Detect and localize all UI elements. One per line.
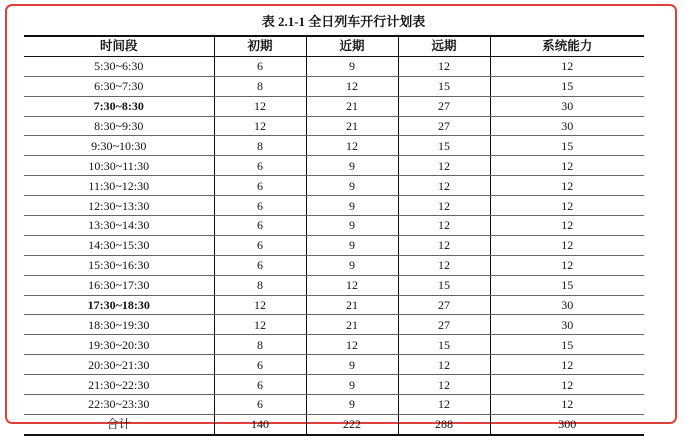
time-cell: 13:30~14:30 [24, 216, 214, 236]
initial-cell: 6 [214, 156, 306, 176]
time-cell: 10:30~11:30 [24, 156, 214, 176]
initial-cell: 12 [214, 295, 306, 315]
capacity-cell: 12 [490, 56, 644, 76]
near-term-cell: 9 [306, 375, 398, 395]
capacity-cell: 12 [490, 196, 644, 216]
near-term-cell: 9 [306, 216, 398, 236]
time-cell: 22:30~23:30 [24, 395, 214, 415]
long-term-cell: 27 [398, 315, 490, 335]
capacity-cell: 12 [490, 255, 644, 275]
long-term-cell: 12 [398, 156, 490, 176]
header-near-term: 近期 [306, 36, 398, 56]
time-cell: 7:30~8:30 [24, 96, 214, 116]
time-cell: 18:30~19:30 [24, 315, 214, 335]
table-title: 表 2.1-1 全日列车开行计划表 [261, 14, 426, 29]
initial-cell: 12 [214, 116, 306, 136]
initial-cell: 6 [214, 56, 306, 76]
table-row [24, 375, 644, 395]
total-capacity-cell: 300 [490, 414, 644, 434]
long-term-cell: 15 [398, 335, 490, 355]
time-cell: 17:30~18:30 [24, 295, 214, 315]
capacity-cell: 30 [490, 96, 644, 116]
long-term-cell: 15 [398, 136, 490, 156]
time-cell: 12:30~13:30 [24, 196, 214, 216]
time-cell: 20:30~21:30 [24, 355, 214, 375]
table-row [24, 96, 644, 116]
table-row [24, 255, 644, 275]
header-row [24, 36, 644, 56]
long-term-cell: 12 [398, 255, 490, 275]
time-cell: 15:30~16:30 [24, 255, 214, 275]
table-row [24, 275, 644, 295]
near-term-cell: 12 [306, 136, 398, 156]
train-schedule-table [24, 35, 644, 436]
near-term-cell: 21 [306, 315, 398, 335]
near-term-cell: 12 [306, 76, 398, 96]
long-term-cell: 12 [398, 56, 490, 76]
near-term-cell: 21 [306, 295, 398, 315]
table-row [24, 355, 644, 375]
capacity-cell: 12 [490, 176, 644, 196]
time-cell: 19:30~20:30 [24, 335, 214, 355]
initial-cell: 6 [214, 176, 306, 196]
initial-cell: 6 [214, 216, 306, 236]
capacity-cell: 30 [490, 295, 644, 315]
total-label: 合计 [24, 414, 214, 434]
initial-cell: 6 [214, 235, 306, 255]
table-row [24, 56, 644, 76]
table-row [24, 196, 644, 216]
capacity-cell: 12 [490, 395, 644, 415]
total-near-term-cell: 222 [306, 414, 398, 434]
capacity-cell: 12 [490, 355, 644, 375]
initial-cell: 6 [214, 395, 306, 415]
header-capacity: 系统能力 [490, 36, 644, 56]
initial-cell: 6 [214, 375, 306, 395]
time-cell: 14:30~15:30 [24, 235, 214, 255]
long-term-cell: 12 [398, 355, 490, 375]
time-cell: 11:30~12:30 [24, 176, 214, 196]
near-term-cell: 9 [306, 235, 398, 255]
long-term-cell: 12 [398, 375, 490, 395]
table-row [24, 176, 644, 196]
table-row [24, 235, 644, 255]
near-term-cell: 9 [306, 196, 398, 216]
total-initial-cell: 140 [214, 414, 306, 434]
table-row [24, 116, 644, 136]
capacity-cell: 12 [490, 216, 644, 236]
near-term-cell: 9 [306, 156, 398, 176]
table-row [24, 156, 644, 176]
initial-cell: 12 [214, 315, 306, 335]
table-row [24, 76, 644, 96]
capacity-cell: 30 [490, 116, 644, 136]
long-term-cell: 12 [398, 395, 490, 415]
near-term-cell: 12 [306, 335, 398, 355]
header-initial: 初期 [214, 36, 306, 56]
table-row [24, 395, 644, 415]
long-term-cell: 12 [398, 176, 490, 196]
capacity-cell: 12 [490, 375, 644, 395]
initial-cell: 8 [214, 136, 306, 156]
capacity-cell: 15 [490, 76, 644, 96]
near-term-cell: 9 [306, 395, 398, 415]
table-row [24, 295, 644, 315]
near-term-cell: 9 [306, 176, 398, 196]
time-cell: 8:30~9:30 [24, 116, 214, 136]
time-cell: 9:30~10:30 [24, 136, 214, 156]
long-term-cell: 15 [398, 275, 490, 295]
header-long-term: 远期 [398, 36, 490, 56]
time-cell: 21:30~22:30 [24, 375, 214, 395]
near-term-cell: 9 [306, 255, 398, 275]
long-term-cell: 27 [398, 96, 490, 116]
time-cell: 6:30~7:30 [24, 76, 214, 96]
initial-cell: 8 [214, 335, 306, 355]
capacity-cell: 15 [490, 335, 644, 355]
near-term-cell: 21 [306, 96, 398, 116]
header-time: 时间段 [24, 36, 214, 56]
capacity-cell: 12 [490, 156, 644, 176]
long-term-cell: 27 [398, 295, 490, 315]
table-row [24, 216, 644, 236]
near-term-cell: 9 [306, 56, 398, 76]
near-term-cell: 21 [306, 116, 398, 136]
capacity-cell: 15 [490, 136, 644, 156]
long-term-cell: 15 [398, 76, 490, 96]
near-term-cell: 12 [306, 275, 398, 295]
table-row [24, 136, 644, 156]
table-row [24, 315, 644, 335]
initial-cell: 12 [214, 96, 306, 116]
initial-cell: 8 [214, 76, 306, 96]
capacity-cell: 30 [490, 315, 644, 335]
table-row [24, 335, 644, 355]
initial-cell: 6 [214, 355, 306, 375]
near-term-cell: 9 [306, 355, 398, 375]
long-term-cell: 27 [398, 116, 490, 136]
initial-cell: 8 [214, 275, 306, 295]
total-long-term-cell: 288 [398, 414, 490, 434]
long-term-cell: 12 [398, 216, 490, 236]
time-cell: 16:30~17:30 [24, 275, 214, 295]
time-cell: 5:30~6:30 [24, 56, 214, 76]
capacity-cell: 12 [490, 235, 644, 255]
long-term-cell: 12 [398, 235, 490, 255]
long-term-cell: 12 [398, 196, 490, 216]
initial-cell: 6 [214, 255, 306, 275]
initial-cell: 6 [214, 196, 306, 216]
capacity-cell: 15 [490, 275, 644, 295]
